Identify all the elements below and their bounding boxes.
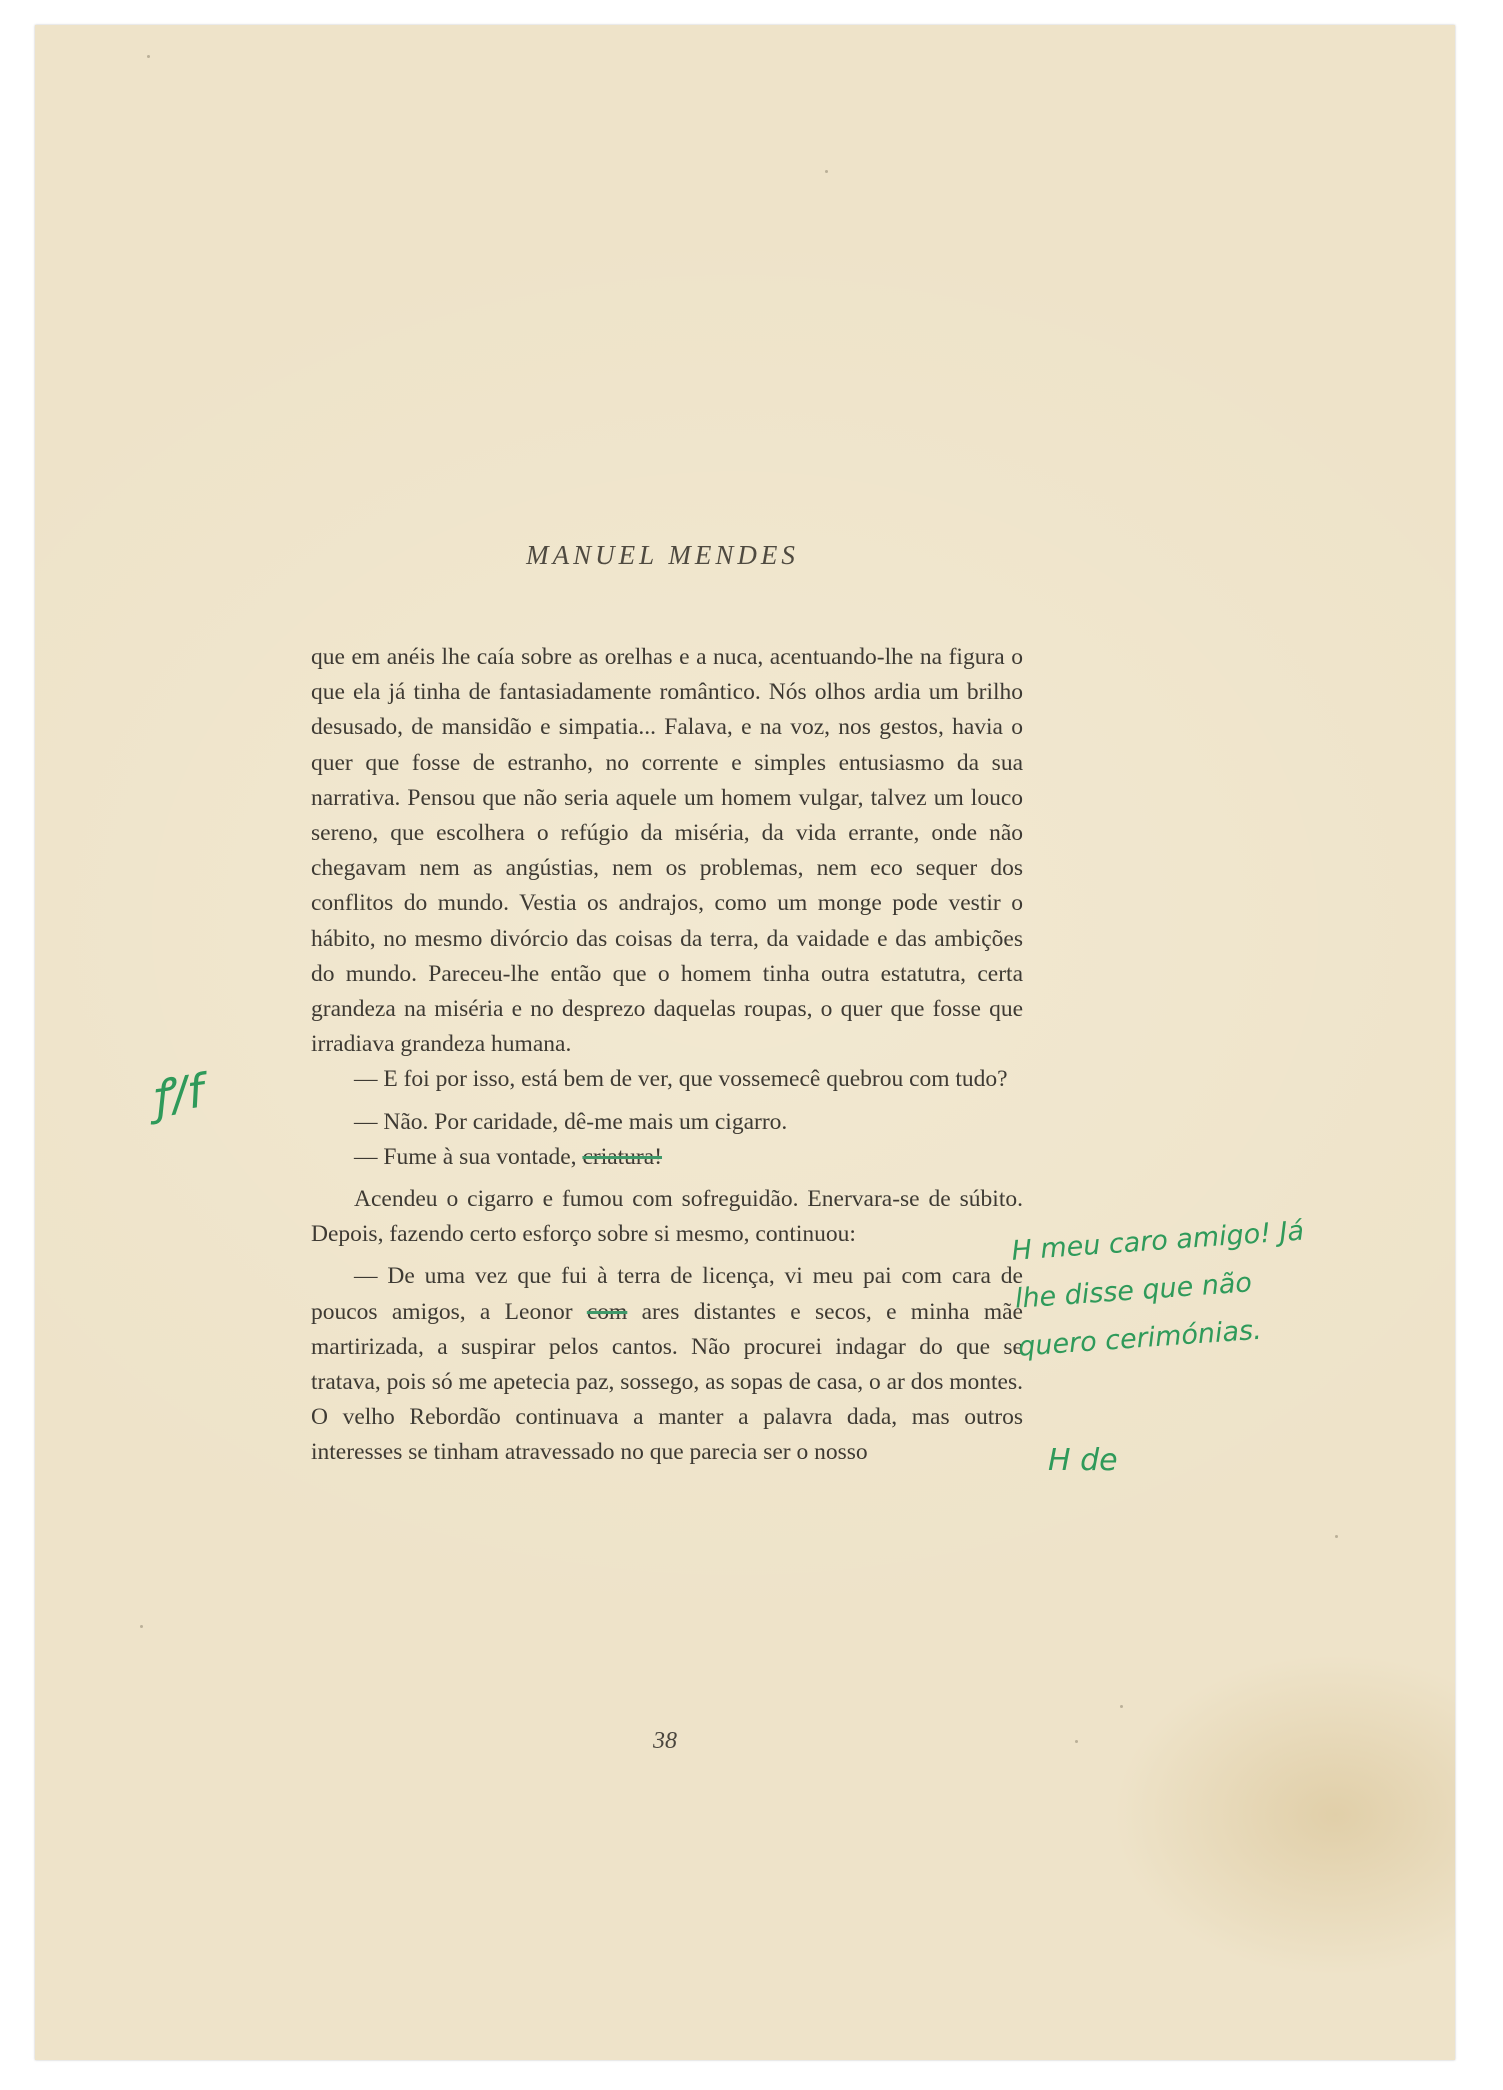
struck-word-criatura: criatura! [582, 1143, 663, 1170]
running-header: MANUEL MENDES [526, 540, 799, 570]
paragraph-6 [311, 1259, 1023, 1470]
left-margin-annotation: ꝭ/f [146, 1063, 208, 1125]
handwritten-note-line-2: lhe disse que não [1013, 1267, 1253, 1315]
handwritten-note-line-1: H meu caro amigo! Já [1010, 1215, 1306, 1267]
paragraph-6-text-b: ares distantes e secos, e minha mãe martirizada, a suspirar pelos cantos. Não procurei indagar do que se tratava, pois só me apetecia paz, sossego, as sopas de casa, o ar dos montes. O velho Rebordão continuava a manter a palavra dada, mas outros interesses se tinham atravessado no que parecia ser o nosso [311, 1298, 1023, 1466]
handwritten-note [1010, 1197, 1459, 1371]
paragraph-6-text-a: — De uma vez que fui à terra de licença, vi meu pai com cara de poucos amigos, a Leonor [311, 1263, 1023, 1325]
handwritten-note-line-3: quero cerimónias. [1017, 1314, 1263, 1363]
paragraph-5: Acendeu o cigarro e fumou com sofreguidão. Enervara-se de súbito. Depois, fazendo certo esforço sobre si mesmo, continuou: [311, 1186, 1023, 1248]
paragraph-4-text: — Fume à sua vontade, [354, 1143, 583, 1170]
struck-word-com: com [586, 1298, 628, 1325]
handwritten-note-2: H de [1048, 1443, 1118, 1478]
paragraph-1: que em anéis lhe caía sobre as orelhas e a nuca, acentuando-lhe na figura o que ela já tinha de fantasiadamente romântico. Nós olhos ardia um brilho desusado, de mansidão e simpatia... Falava, e na voz, nos gestos, havia o quer que fosse de estranho, no corrente e simples entusiasmo da sua narrativa. Pensou que não seria aquele um homem vulgar, talvez um louco sereno, que escolhera o refúgio da miséria, da vida errante, onde não chegavam nem as angústias, nem os problemas, nem eco sequer dos conflitos do mundo. Vestia os andrajos, como um monge pode vestir o hábito, no mesmo divórcio das coisas da terra, da vaidade e das ambições do mundo. Pareceu-lhe então que o homem tinha outra estatutra, certa grandeza na miséria e no desprezo daquelas roupas, o quer que fosse que irradiava grandeza humana. [311, 644, 1023, 1058]
paper-sheet [35, 25, 1455, 2060]
paragraph-2: — E foi por isso, está bem de ver, que vossemecê quebrou com tudo? [354, 1066, 1008, 1093]
paragraph-4 [311, 1140, 1023, 1175]
page-number: 38 [653, 1728, 677, 1754]
paragraph-3: — Não. Por caridade, dê-me mais um cigarro. [354, 1108, 788, 1135]
body-text [311, 640, 1023, 1471]
